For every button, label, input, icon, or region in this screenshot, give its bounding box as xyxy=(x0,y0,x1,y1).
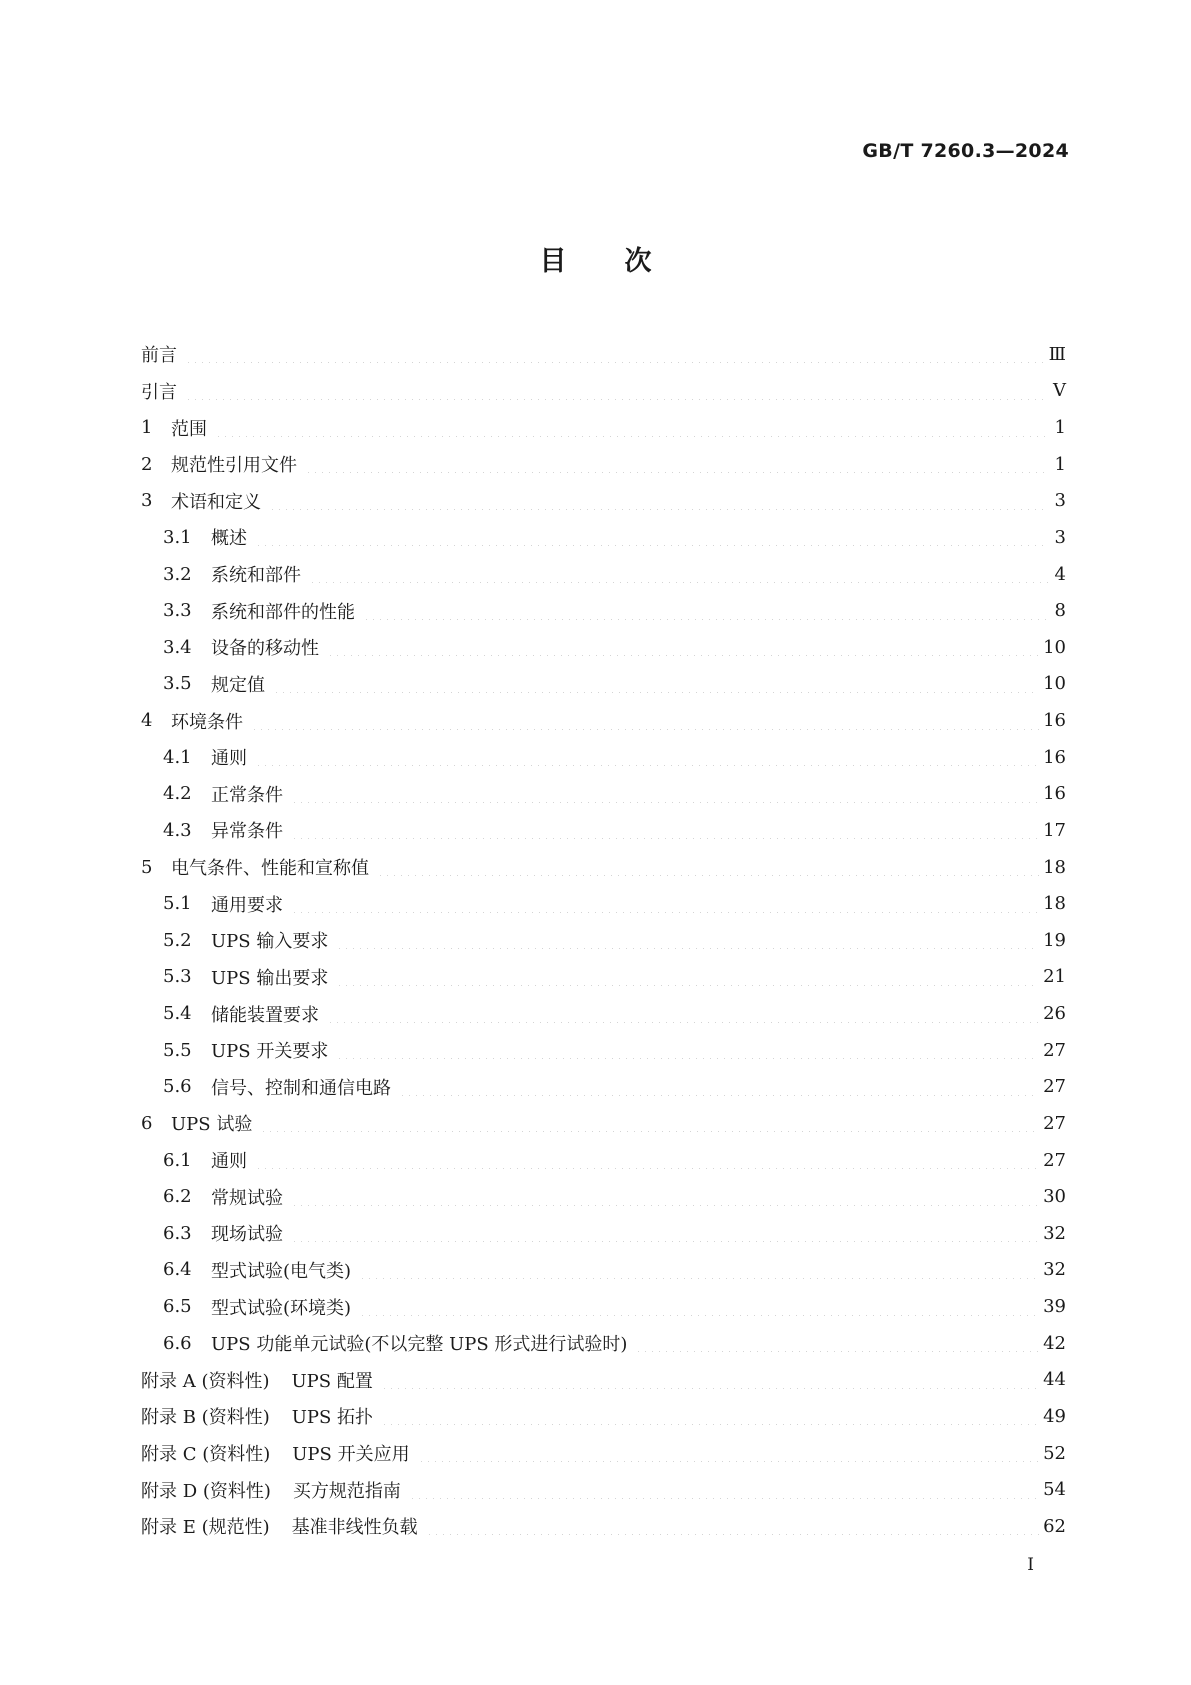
toc-entry-title: 电气条件、性能和宣称值 xyxy=(171,858,369,880)
toc-entry-title: 规范性引用文件 xyxy=(171,455,297,477)
toc-entry-page: 19 xyxy=(1043,929,1066,951)
toc-entry-page: Ⅲ xyxy=(1048,343,1066,365)
toc-entry-title: 前言 xyxy=(141,345,177,367)
toc-entry[interactable] xyxy=(141,1398,1066,1435)
toc-entry-page: 27 xyxy=(1043,1039,1066,1061)
toc-entry-number: 4.1 xyxy=(163,746,192,768)
toc-entry[interactable] xyxy=(141,592,1066,629)
toc-entry-page: 16 xyxy=(1043,783,1066,805)
toc-entry-page: 32 xyxy=(1043,1222,1066,1244)
toc-entry[interactable] xyxy=(141,1435,1066,1472)
toc-entry-number: 3.5 xyxy=(163,673,192,695)
toc-leader-dots xyxy=(269,492,1048,510)
toc-entry[interactable] xyxy=(141,1362,1066,1399)
toc-entry-page: 3 xyxy=(1054,490,1066,512)
toc-entry-number: 5.6 xyxy=(163,1076,192,1098)
toc-entry-page: 10 xyxy=(1043,673,1066,695)
toc-entry-page: 17 xyxy=(1043,819,1066,841)
toc-entry-number: 附录 D (资料性) xyxy=(141,1480,271,1502)
toc-entry-page: 21 xyxy=(1043,966,1066,988)
toc-leader-dots xyxy=(409,1481,1039,1499)
toc-entry-title: 基准非线性负载 xyxy=(291,1517,418,1539)
toc-leader-dots xyxy=(327,1005,1039,1023)
toc-leader-dots xyxy=(336,931,1039,949)
toc-leader-dots xyxy=(327,638,1039,656)
toc-entry[interactable] xyxy=(141,812,1066,849)
toc-entry-number: 6.2 xyxy=(163,1186,192,1208)
toc-leader-dots xyxy=(309,565,1048,583)
toc-entry-number: 附录 A (资料性) xyxy=(141,1370,270,1392)
toc-entry-title: 通则 xyxy=(211,1151,247,1173)
toc-entry-page: 44 xyxy=(1043,1369,1066,1391)
standard-code: GB/T 7260.3—2024 xyxy=(862,140,1069,162)
toc-entry-page: 54 xyxy=(1043,1479,1066,1501)
toc-leader-dots xyxy=(359,1298,1039,1316)
toc-entry[interactable] xyxy=(141,849,1066,886)
toc-leader-dots xyxy=(426,1517,1039,1535)
toc-entry-number: 附录 E (规范性) xyxy=(141,1517,270,1539)
toc-leader-dots xyxy=(305,455,1048,473)
toc-entry-number: 5.2 xyxy=(163,929,192,951)
toc-entry-title: 设备的移动性 xyxy=(211,638,319,660)
toc-entry[interactable] xyxy=(141,666,1066,703)
toc-leader-dots xyxy=(399,1078,1039,1096)
toc-leader-dots xyxy=(336,1041,1039,1059)
toc-leader-dots xyxy=(359,1261,1039,1279)
toc-entry-number: 4.2 xyxy=(163,783,192,805)
toc-leader-dots xyxy=(291,895,1039,913)
toc-entry[interactable] xyxy=(141,922,1066,959)
toc-leader-dots xyxy=(185,382,1048,400)
toc-leader-dots xyxy=(273,675,1039,693)
toc-entry-number: 6.6 xyxy=(163,1332,192,1354)
toc-entry-title: 异常条件 xyxy=(211,821,283,843)
toc-entry-title: 引言 xyxy=(141,381,177,403)
toc-entry-page: 10 xyxy=(1043,636,1066,658)
toc-entry-title: 储能装置要求 xyxy=(211,1004,319,1026)
toc-entry[interactable] xyxy=(141,336,1066,373)
toc-entry-number: 5.5 xyxy=(163,1039,192,1061)
toc-entry-number: 5.3 xyxy=(163,966,192,988)
toc-leader-dots xyxy=(255,528,1048,546)
toc-entry-number: 3.3 xyxy=(163,600,192,622)
toc-entry-number: 1 xyxy=(141,417,153,439)
toc-entry[interactable] xyxy=(141,1471,1066,1508)
toc-entry-title: 型式试验(环境类) xyxy=(211,1297,352,1319)
toc-leader-dots xyxy=(260,1114,1039,1132)
toc-entry-title: 通用要求 xyxy=(211,894,283,916)
toc-entry-page: 16 xyxy=(1043,746,1066,768)
toc-entry-number: 3.2 xyxy=(163,563,192,585)
toc-entry-page: Ⅴ xyxy=(1053,380,1066,402)
toc-entry-number: 附录 C (资料性) xyxy=(141,1444,271,1466)
toc-entry-page: 8 xyxy=(1054,600,1066,622)
toc-leader-dots xyxy=(255,1151,1039,1169)
toc-entry[interactable] xyxy=(141,1215,1066,1252)
toc-leader-dots xyxy=(185,345,1045,363)
toc-leader-dots xyxy=(381,1407,1039,1425)
toc-entry-number: 附录 B (资料性) xyxy=(141,1407,270,1429)
toc-leader-dots xyxy=(291,785,1039,803)
toc-entry-number: 6.1 xyxy=(163,1149,192,1171)
toc-entry-title: 型式试验(电气类) xyxy=(211,1260,352,1282)
toc-entry-number: 5.1 xyxy=(163,893,192,915)
toc-entry-page: 49 xyxy=(1043,1405,1066,1427)
toc-entry-title: 系统和部件 xyxy=(211,565,301,587)
toc-entry-number: 2 xyxy=(141,453,153,475)
toc-leader-dots xyxy=(377,858,1039,876)
toc-entry-page: 27 xyxy=(1043,1112,1066,1134)
toc-entry-number: 4.3 xyxy=(163,819,192,841)
toc-entry[interactable] xyxy=(141,776,1066,813)
toc-leader-dots xyxy=(291,821,1039,839)
toc-leader-dots xyxy=(418,1444,1039,1462)
toc-leader-dots xyxy=(251,712,1039,730)
toc-entry-page: 52 xyxy=(1043,1442,1066,1464)
toc-entry-page: 3 xyxy=(1054,526,1066,548)
toc-entry[interactable] xyxy=(141,1105,1066,1142)
toc-entry-page: 30 xyxy=(1043,1186,1066,1208)
toc-entry[interactable] xyxy=(141,1325,1066,1362)
toc-entry[interactable] xyxy=(141,629,1066,666)
toc-entry-page: 1 xyxy=(1054,417,1066,439)
table-of-contents xyxy=(141,336,1066,1545)
toc-leader-dots xyxy=(291,1188,1039,1206)
toc-leader-dots xyxy=(291,1224,1039,1242)
toc-entry-number: 4 xyxy=(141,710,153,732)
toc-entry-page: 1 xyxy=(1054,453,1066,475)
toc-entry-page: 62 xyxy=(1043,1515,1066,1537)
toc-entry[interactable] xyxy=(141,373,1066,410)
toc-title-right: 次 xyxy=(624,246,652,277)
toc-entry-page: 39 xyxy=(1043,1296,1066,1318)
toc-entry[interactable] xyxy=(141,702,1066,739)
toc-entry-page: 27 xyxy=(1043,1076,1066,1098)
toc-entry-title: UPS 试验 xyxy=(171,1114,253,1136)
toc-entry[interactable] xyxy=(141,959,1066,996)
toc-entry[interactable] xyxy=(141,409,1066,446)
toc-entry-title: 环境条件 xyxy=(171,711,243,733)
toc-leader-dots xyxy=(336,968,1039,986)
toc-entry-title: 系统和部件的性能 xyxy=(211,601,355,623)
toc-entry-number: 6.4 xyxy=(163,1259,192,1281)
toc-entry[interactable] xyxy=(141,1032,1066,1069)
toc-entry-title: UPS 功能单元试验(不以完整 UPS 形式进行试验时) xyxy=(211,1334,628,1356)
toc-entry[interactable] xyxy=(141,739,1066,776)
toc-entry-title: UPS 配置 xyxy=(291,1370,373,1392)
toc-entry[interactable] xyxy=(141,885,1066,922)
toc-entry-number: 6.3 xyxy=(163,1222,192,1244)
toc-leader-dots xyxy=(215,419,1048,437)
toc-entry-title: 概述 xyxy=(211,528,247,550)
toc-entry-title: UPS 开关应用 xyxy=(292,1444,410,1466)
toc-entry-title: 常规试验 xyxy=(211,1187,283,1209)
toc-entry-title: UPS 输出要求 xyxy=(211,967,329,989)
toc-entry[interactable] xyxy=(141,519,1066,556)
toc-entry[interactable] xyxy=(141,995,1066,1032)
toc-entry-title: 信号、控制和通信电路 xyxy=(211,1077,391,1099)
toc-entry-page: 4 xyxy=(1054,563,1066,585)
toc-leader-dots xyxy=(363,602,1048,620)
toc-entry-title: 范围 xyxy=(171,418,207,440)
page-number: I xyxy=(1027,1555,1034,1575)
toc-entry[interactable] xyxy=(141,1252,1066,1289)
toc-entry-title: 规定值 xyxy=(211,674,265,696)
toc-title xyxy=(0,245,1191,279)
toc-entry-number: 6 xyxy=(141,1112,153,1134)
toc-entry-page: 42 xyxy=(1043,1332,1066,1354)
toc-entry[interactable] xyxy=(141,1069,1066,1106)
toc-entry[interactable] xyxy=(141,1288,1066,1325)
toc-entry[interactable] xyxy=(141,1508,1066,1545)
toc-leader-dots xyxy=(381,1371,1039,1389)
toc-leader-dots xyxy=(255,748,1039,766)
toc-entry-title: 术语和定义 xyxy=(171,491,261,513)
toc-entry[interactable] xyxy=(141,1142,1066,1179)
toc-entry-title: 通则 xyxy=(211,748,247,770)
toc-entry-number: 6.5 xyxy=(163,1296,192,1318)
toc-entry-title: UPS 输入要求 xyxy=(211,931,329,953)
toc-title-left: 目 xyxy=(539,246,567,277)
toc-entry-page: 26 xyxy=(1043,1003,1066,1025)
toc-entry[interactable] xyxy=(141,483,1066,520)
toc-entry[interactable] xyxy=(141,556,1066,593)
toc-entry-title: 买方规范指南 xyxy=(292,1480,401,1502)
toc-entry[interactable] xyxy=(141,1178,1066,1215)
toc-entry-number: 3.4 xyxy=(163,636,192,658)
toc-entry-page: 16 xyxy=(1043,710,1066,732)
toc-entry-number: 5.4 xyxy=(163,1003,192,1025)
toc-entry-page: 18 xyxy=(1043,856,1066,878)
toc-entry-title: 现场试验 xyxy=(211,1224,283,1246)
toc-entry-title: UPS 开关要求 xyxy=(211,1041,329,1063)
toc-entry-page: 18 xyxy=(1043,893,1066,915)
toc-entry-page: 32 xyxy=(1043,1259,1066,1281)
toc-entry-page: 27 xyxy=(1043,1149,1066,1171)
toc-entry[interactable] xyxy=(141,446,1066,483)
toc-entry-title: UPS 拓扑 xyxy=(291,1407,374,1429)
toc-leader-dots xyxy=(635,1334,1039,1352)
toc-entry-number: 3 xyxy=(141,490,153,512)
toc-entry-number: 5 xyxy=(141,856,153,878)
toc-entry-title: 正常条件 xyxy=(211,784,283,806)
toc-entry-number: 3.1 xyxy=(163,526,192,548)
